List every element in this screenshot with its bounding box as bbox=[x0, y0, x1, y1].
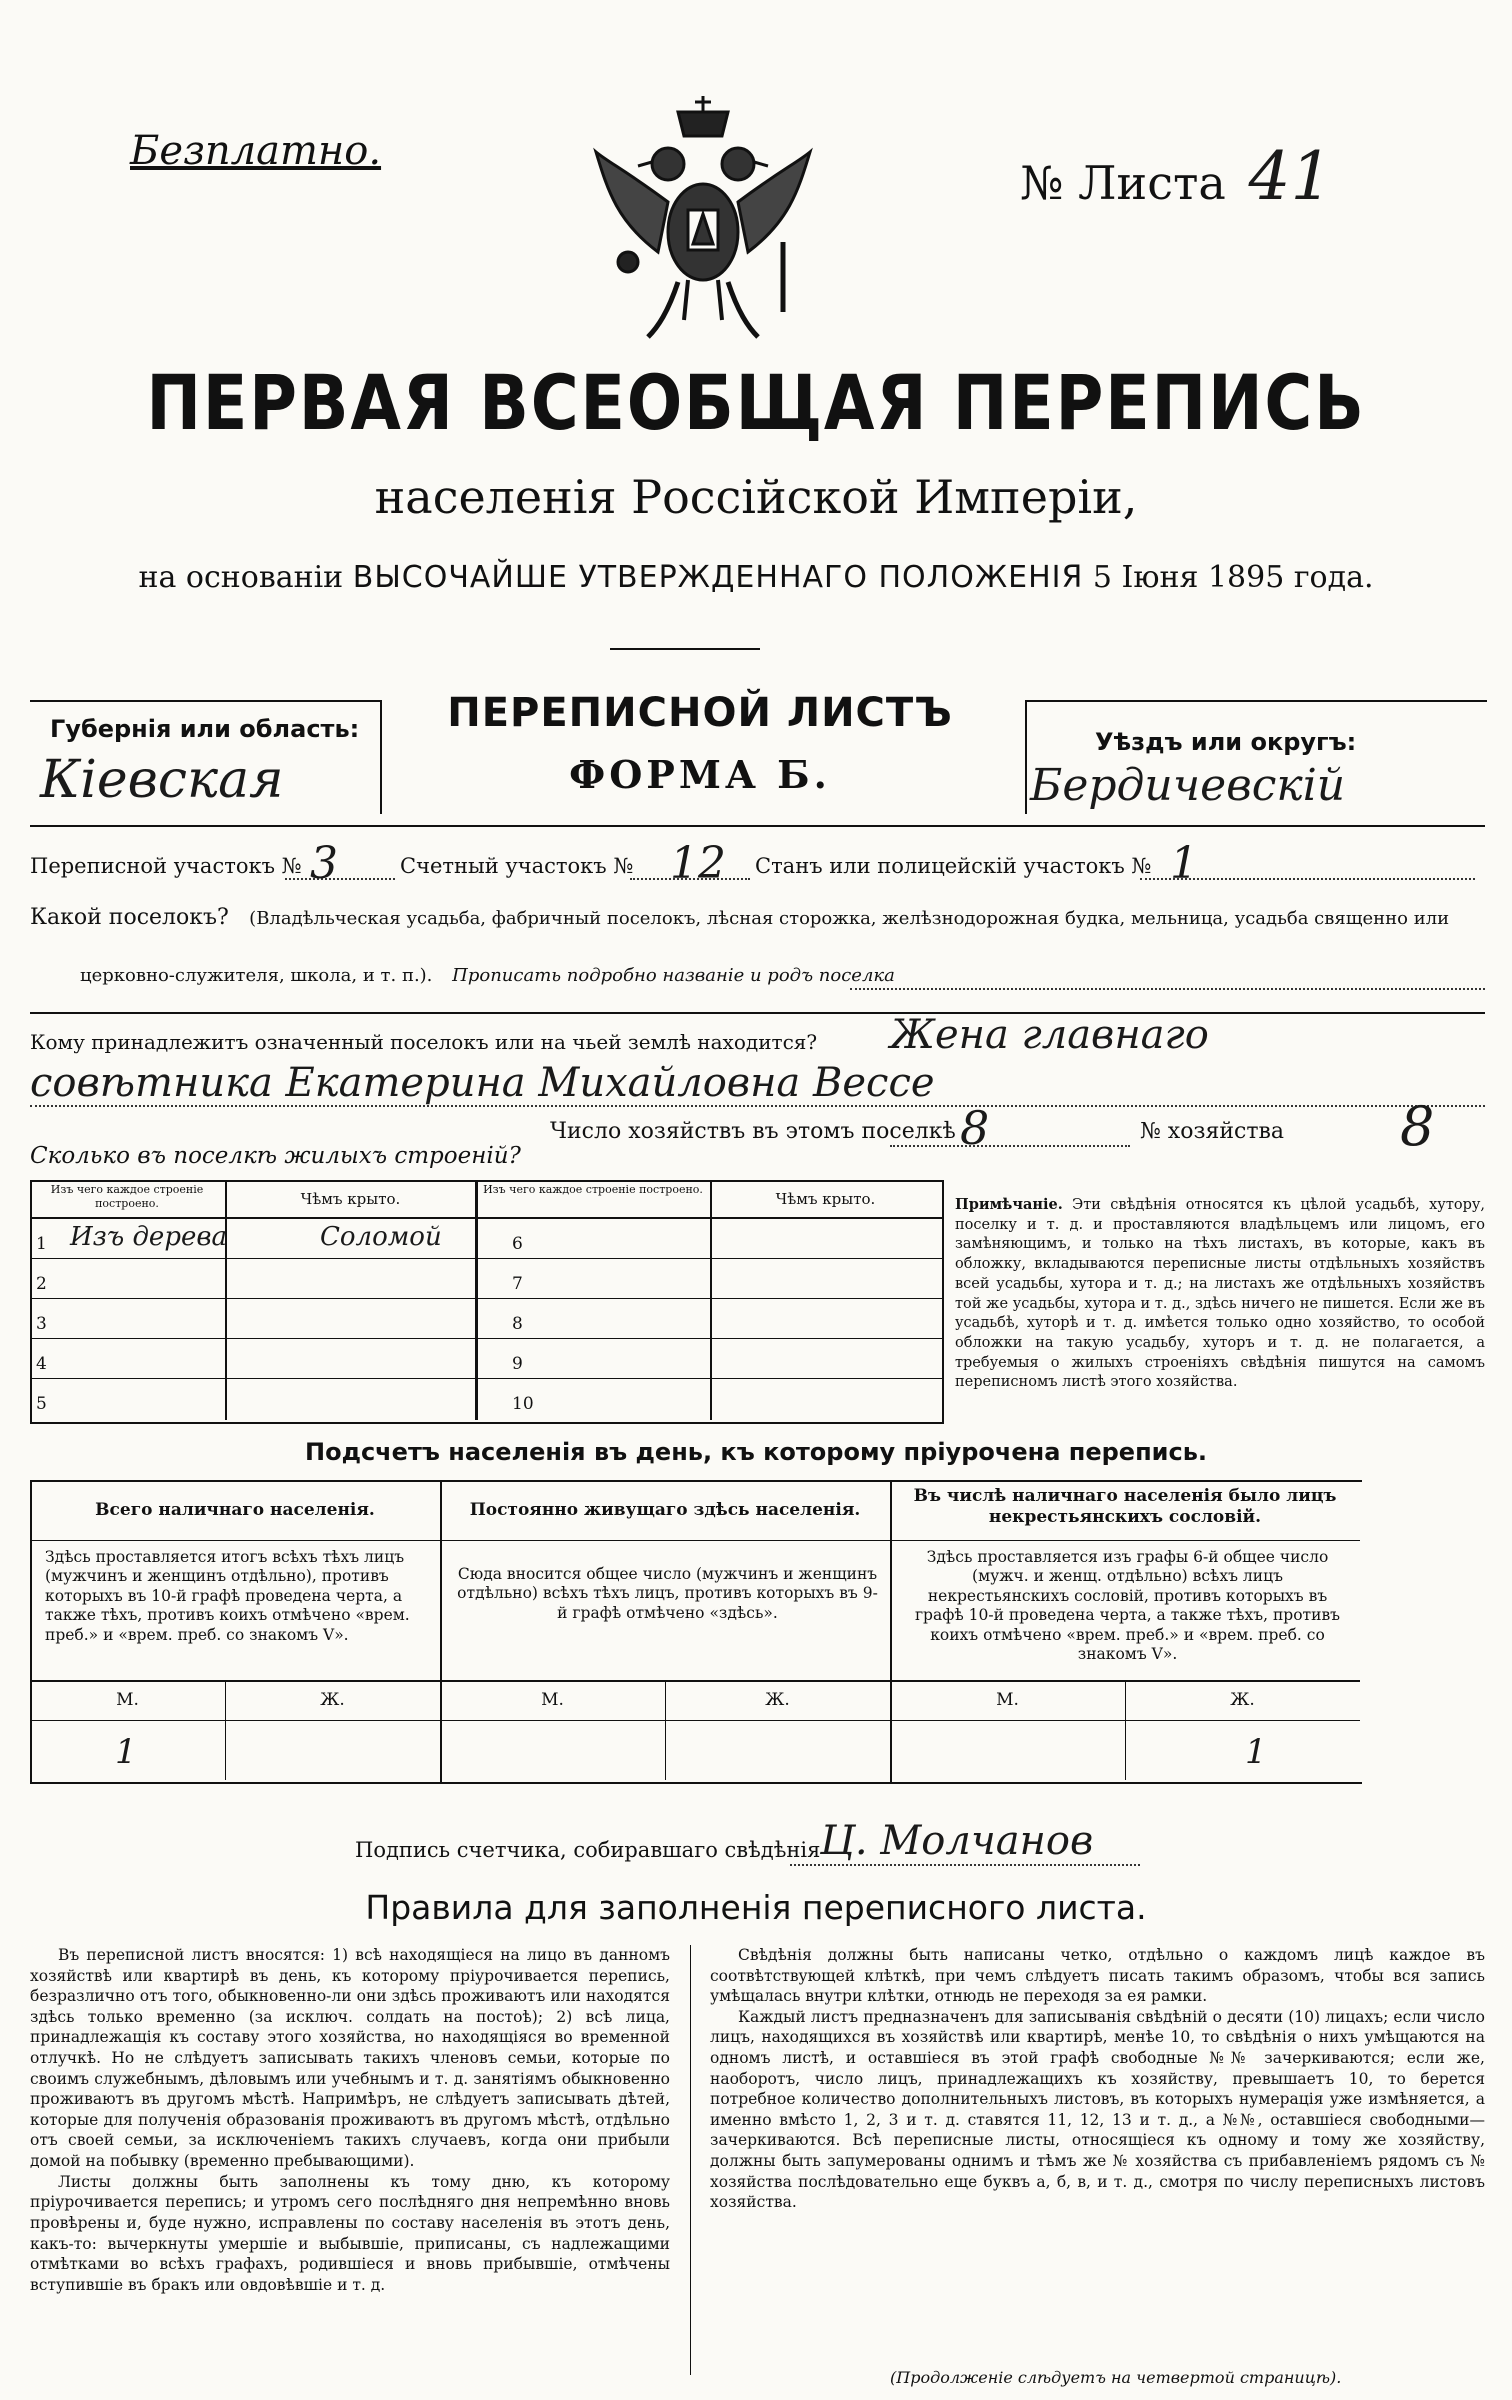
owner-value-1: Жена главнаго bbox=[890, 1012, 1209, 1058]
census-precinct-label: Переписной участокъ № bbox=[30, 854, 302, 878]
note bbox=[955, 1195, 1485, 1393]
buildings-col-split-2 bbox=[710, 1180, 712, 1420]
population-values-rule bbox=[30, 1720, 1360, 1721]
count-precinct-label: Счетный участокъ № bbox=[400, 854, 634, 878]
buildings-row-rule-1 bbox=[30, 1258, 942, 1259]
province-value: Кіевская bbox=[40, 750, 284, 810]
population-split-2 bbox=[890, 1480, 892, 1782]
form-name: ФОРМА Б. bbox=[569, 752, 831, 797]
buildings-header-material-right: Изъ чего каждое строеніе построено. bbox=[483, 1183, 703, 1196]
basis-prefix: на основаніи bbox=[138, 560, 344, 595]
buildings-label: Сколько въ поселкѣ жилыхъ строеній? bbox=[30, 1143, 521, 1169]
population-header-rule bbox=[30, 1540, 1360, 1541]
population-col3-text: Здѣсь проставляется изъ графы 6-й общее число (мужч. и женщ. отдѣльно) всѣхъ лицъ некрестьянскихъ сословій, противъ которыхъ въ графѣ 10-й проведена черта, а также тѣхъ, противъ коихъ отмѣчено «врем. преб.» и «врем. преб. со знакомъ V». bbox=[914, 1548, 1341, 1663]
owner-label: Кому принадлежитъ означенный поселокъ или на чьей землѣ находится? bbox=[30, 1030, 818, 1054]
free-label: Безплатно. bbox=[130, 128, 382, 174]
province-label: Губернія или область: bbox=[50, 715, 360, 743]
basis-date: 5 Іюня 1895 года. bbox=[1092, 560, 1374, 595]
sheet-label: № Листа bbox=[1020, 156, 1226, 210]
building-row-number: 10 bbox=[512, 1394, 534, 1414]
population-col2-f: Ж. bbox=[765, 1690, 790, 1710]
district-label: Уѣздъ или округъ: bbox=[1095, 728, 1357, 756]
population-title: Подсчетъ населенія въ день, къ которому пріурочена перепись. bbox=[305, 1438, 1207, 1466]
settlement-row-2 bbox=[80, 965, 1485, 986]
households-value: 8 bbox=[960, 1101, 990, 1155]
population-col3-title: Въ числѣ наличнаго населенія было лицъ некрестьянскихъ сословій. bbox=[913, 1486, 1337, 1528]
building-row-number: 5 bbox=[36, 1394, 47, 1414]
buildings-header-rule bbox=[30, 1217, 942, 1219]
building-1-roof: Соломой bbox=[320, 1222, 442, 1252]
household-no-value: 8 bbox=[1400, 1095, 1435, 1158]
header-divider bbox=[610, 648, 760, 650]
owner-field bbox=[30, 1105, 1485, 1107]
settlement-row bbox=[30, 905, 1485, 930]
rules-right-paragraph-2: Каждый листъ предназначенъ для записыванія свѣдѣній о десяти (10) лицахъ; если число лицъ, находящихся въ хозяйствѣ или квартирѣ, менѣе 10, то свѣдѣнія о нихъ умѣщаются на одномъ листѣ, и оставшіеся въ этой графѣ свободные №№ зачеркиваются; если же, наоборотъ, число лицъ, принадлежащихъ къ хозяйству, превышаетъ 10, то берется потребное количество дополнительныхъ листовъ, въ которыхъ нумерація уже измѣняется, а именно вмѣсто 1, 2, 3 и т. д. ставятся 11, 12, 13 и т. д., а №№, оставшіеся свободными—зачеркиваются. Всѣ переписные листы, относящіеся къ одному и тому же хозяйству, должны быть запумерованы однимъ и тѣмъ же № хозяйства съ прибавленіемъ рядомъ съ № хозяйства послѣдовательно еще буквъ а, б, в, и т. д., смотря по числу переписныхъ листовъ хозяйства. bbox=[710, 2007, 1485, 2212]
rules-right-column bbox=[710, 1945, 1485, 2213]
population-col1-f: Ж. bbox=[320, 1690, 345, 1710]
buildings-row-rule-3 bbox=[30, 1338, 942, 1339]
settlement-rule bbox=[30, 1012, 1485, 1014]
signature-field bbox=[790, 1864, 1140, 1866]
signature-label: Подпись счетчика, собиравшаго свѣдѣнія bbox=[355, 1838, 821, 1862]
buildings-row-rule-4 bbox=[30, 1378, 942, 1379]
population-col2-title: Постоянно живущаго здѣсь населенія. bbox=[469, 1500, 861, 1520]
rules-title: Правила для заполненія переписного листа. bbox=[365, 1888, 1147, 1927]
precincts-line bbox=[30, 838, 1485, 890]
count-precinct-value: 12 bbox=[670, 838, 726, 889]
population-split-1 bbox=[440, 1480, 442, 1782]
population-col2-text: Сюда вносится общее число (мужчинъ и женщинъ отдѣльно) всѣхъ тѣхъ лицъ, противъ которыхъ въ 9-й графѣ отмѣчено «здѣсь». bbox=[457, 1565, 878, 1622]
buildings-row-rule-2 bbox=[30, 1298, 942, 1299]
building-row-number: 9 bbox=[512, 1354, 523, 1374]
building-row-number: 3 bbox=[36, 1314, 47, 1334]
owner-value-2: совѣтника Екатерина Михайловна Вессе bbox=[30, 1060, 935, 1106]
settlement-label: Какой поселокъ? bbox=[30, 905, 229, 930]
households-field bbox=[890, 1145, 1130, 1147]
settlement-hint-1: (Владѣльческая усадьба, фабричный поселокъ, лѣсная сторожка, желѣзнодорожная будка, мельница, усадьба священно или bbox=[249, 908, 1450, 929]
district-value: Бердичевскій bbox=[1030, 760, 1346, 811]
sheet-title: ПЕРЕПИСНОЙ ЛИСТЪ bbox=[447, 690, 953, 736]
census-precinct-value: 3 bbox=[310, 838, 338, 889]
population-col2-m: М. bbox=[541, 1690, 564, 1710]
buildings-left-numbers bbox=[36, 1224, 47, 1424]
building-row-number: 7 bbox=[512, 1274, 523, 1294]
population-col3-f: Ж. bbox=[1230, 1690, 1255, 1710]
building-row-number: 1 bbox=[36, 1234, 47, 1254]
main-title: ПЕРВАЯ ВСЕОБЩАЯ ПЕРЕПИСЬ bbox=[146, 358, 1366, 447]
population-col1-m-value: 1 bbox=[115, 1732, 137, 1772]
buildings-col-split-1 bbox=[225, 1180, 227, 1420]
population-col1-m: М. bbox=[116, 1690, 139, 1710]
form-top-rule bbox=[30, 825, 1485, 827]
population-col1-title: Всего наличнаго населенія. bbox=[95, 1500, 375, 1520]
buildings-header-roof-right: Чѣмъ крыто. bbox=[775, 1190, 876, 1208]
rules-column-divider bbox=[690, 1945, 691, 2375]
rules-continued: (Продолженіе слѣдуетъ на четвертой страницѣ). bbox=[890, 2368, 1342, 2387]
sheet-number-value: 41 bbox=[1248, 138, 1333, 215]
subtitle: населенія Россійской Имперіи, bbox=[374, 470, 1138, 524]
note-text: Эти свѣдѣнія относятся къ цѣлой усадьбѣ, хутору, поселку и т. д. и проставляются владѣльцемъ или лицомъ, его замѣняющимъ, и только на тѣхъ листахъ, въ которые, какъ въ обложку, вкладываются переписные листы отдѣльныхъ хозяйствъ всей усадьбы, хутора и т. д.; на листахъ же отдѣльныхъ хозяйствъ той же усадьбы, хутора и т. д., здѣсь ничего не пишется. Если же въ усадьбѣ, хуторѣ и т. д. имѣется только одно хозяйство, то особой обложки на такую усадьбу, хуторъ и т. д. не полагается, а требуемыя о жилыхъ строеніяхъ свѣдѣнія пишутся на самомъ переписномъ листѣ этого хозяйства. bbox=[955, 1197, 1486, 1391]
settlement-hint-2: церковно-служителя, школа, и т. п.). bbox=[80, 965, 433, 986]
household-no-label: № хозяйства bbox=[1140, 1119, 1284, 1144]
building-row-number: 6 bbox=[512, 1234, 523, 1254]
households-label: Число хозяйствъ въ этомъ поселкѣ bbox=[550, 1119, 956, 1144]
building-row-number: 8 bbox=[512, 1314, 523, 1334]
population-col3-m: М. bbox=[996, 1690, 1019, 1710]
population-mf-rule bbox=[30, 1680, 1360, 1682]
note-label: Примѣчаніе. bbox=[955, 1196, 1063, 1213]
buildings-header-material-left: Изъ чего каждое строеніе построено. bbox=[50, 1183, 204, 1210]
building-row-number: 4 bbox=[36, 1354, 47, 1374]
population-col3-f-value: 1 bbox=[1245, 1732, 1267, 1772]
census-precinct-field bbox=[285, 878, 395, 880]
settlement-field bbox=[850, 988, 1485, 990]
building-1-material: Изъ дерева bbox=[70, 1222, 227, 1252]
stan-label: Станъ или полицейскій участокъ № bbox=[755, 854, 1152, 878]
population-col1-text: Здѣсь проставляется итогъ всѣхъ тѣхъ лицъ (мужчинъ и женщинъ отдѣльно), противъ которыхъ въ 10-й графѣ проведена черта, а также тѣхъ, противъ коихъ отмѣчено «врем. преб.» и «врем. преб. со знакомъ V». bbox=[45, 1548, 410, 1644]
signature-value: Ц. Молчанов bbox=[820, 1818, 1094, 1864]
building-row-number: 2 bbox=[36, 1274, 47, 1294]
basis-main: ВЫСОЧАЙШЕ УТВЕРЖДЕННАГО ПОЛОЖЕНІЯ bbox=[352, 560, 1084, 595]
rules-left-paragraph-1: Въ переписной листъ вносятся: 1) всѣ находящіеся на лицо въ данномъ хозяйствѣ или квартирѣ въ день, къ которому пріурочивается перепись, безразлично отъ того, обыкновенно-ли они здѣсь проживаютъ или находятся здѣсь только временно (за исключ. солдать на постоѣ); 2) всѣ лица, принадлежащія къ составу этого хозяйства, но находящіяся во временной отлучкѣ. Но не слѣдуетъ записывать такихъ членовъ семьи, которые по своимъ служебнымъ, дѣловымъ или учебнымъ и т. д. занятіямъ обыкновенно проживаютъ въ другомъ мѣстѣ. Напримѣръ, не слѣдуетъ записывать дѣтей, которые для полученія образованія проживаютъ въ другомъ мѣстѣ, отдѣльно отъ своей семьи, за исключеніемъ такихъ случаевъ, когда они прибыли домой на побывку (временно пребывающими). bbox=[30, 1946, 670, 2171]
sheet-number bbox=[1020, 138, 1332, 215]
buildings-right-numbers bbox=[512, 1224, 534, 1424]
settlement-hint-3: Прописать подробно названіе и родъ поселка bbox=[452, 965, 895, 986]
buildings-header-roof-left: Чѣмъ крыто. bbox=[300, 1190, 401, 1208]
double-headed-eagle-icon bbox=[588, 92, 818, 352]
rules-left-paragraph-2: Листы должны быть заполнены къ тому дню, къ которому пріурочивается перепись; и утромъ сего послѣдняго дня непремѣнно вновь провѣрены и, буде нужно, исправлены по составу населенія въ этотъ день, какъ-то: вычеркнуты умершіе и выбывшіе, приписаны, съ надлежащими отмѣтками во всѣхъ графахъ, родившіеся и вновь прибывшіе, отмѣчены вступившіе въ бракъ или овдовѣвшіе и т. д. bbox=[30, 2172, 670, 2294]
rules-right-paragraph-1: Свѣдѣнія должны быть написаны четко, отдѣльно о каждомъ лицѣ каждое въ соотвѣтствующей клѣткѣ, при чемъ слѣдуетъ писать такимъ образомъ, чтобы вся запись умѣщалась внутри клѣтки, отнюдь не переходя за ея рамки. bbox=[710, 1946, 1485, 2006]
legal-basis bbox=[0, 560, 1512, 595]
buildings-mid-split bbox=[475, 1180, 478, 1420]
stan-value: 1 bbox=[1170, 838, 1198, 889]
rules-left-column bbox=[30, 1945, 670, 2295]
